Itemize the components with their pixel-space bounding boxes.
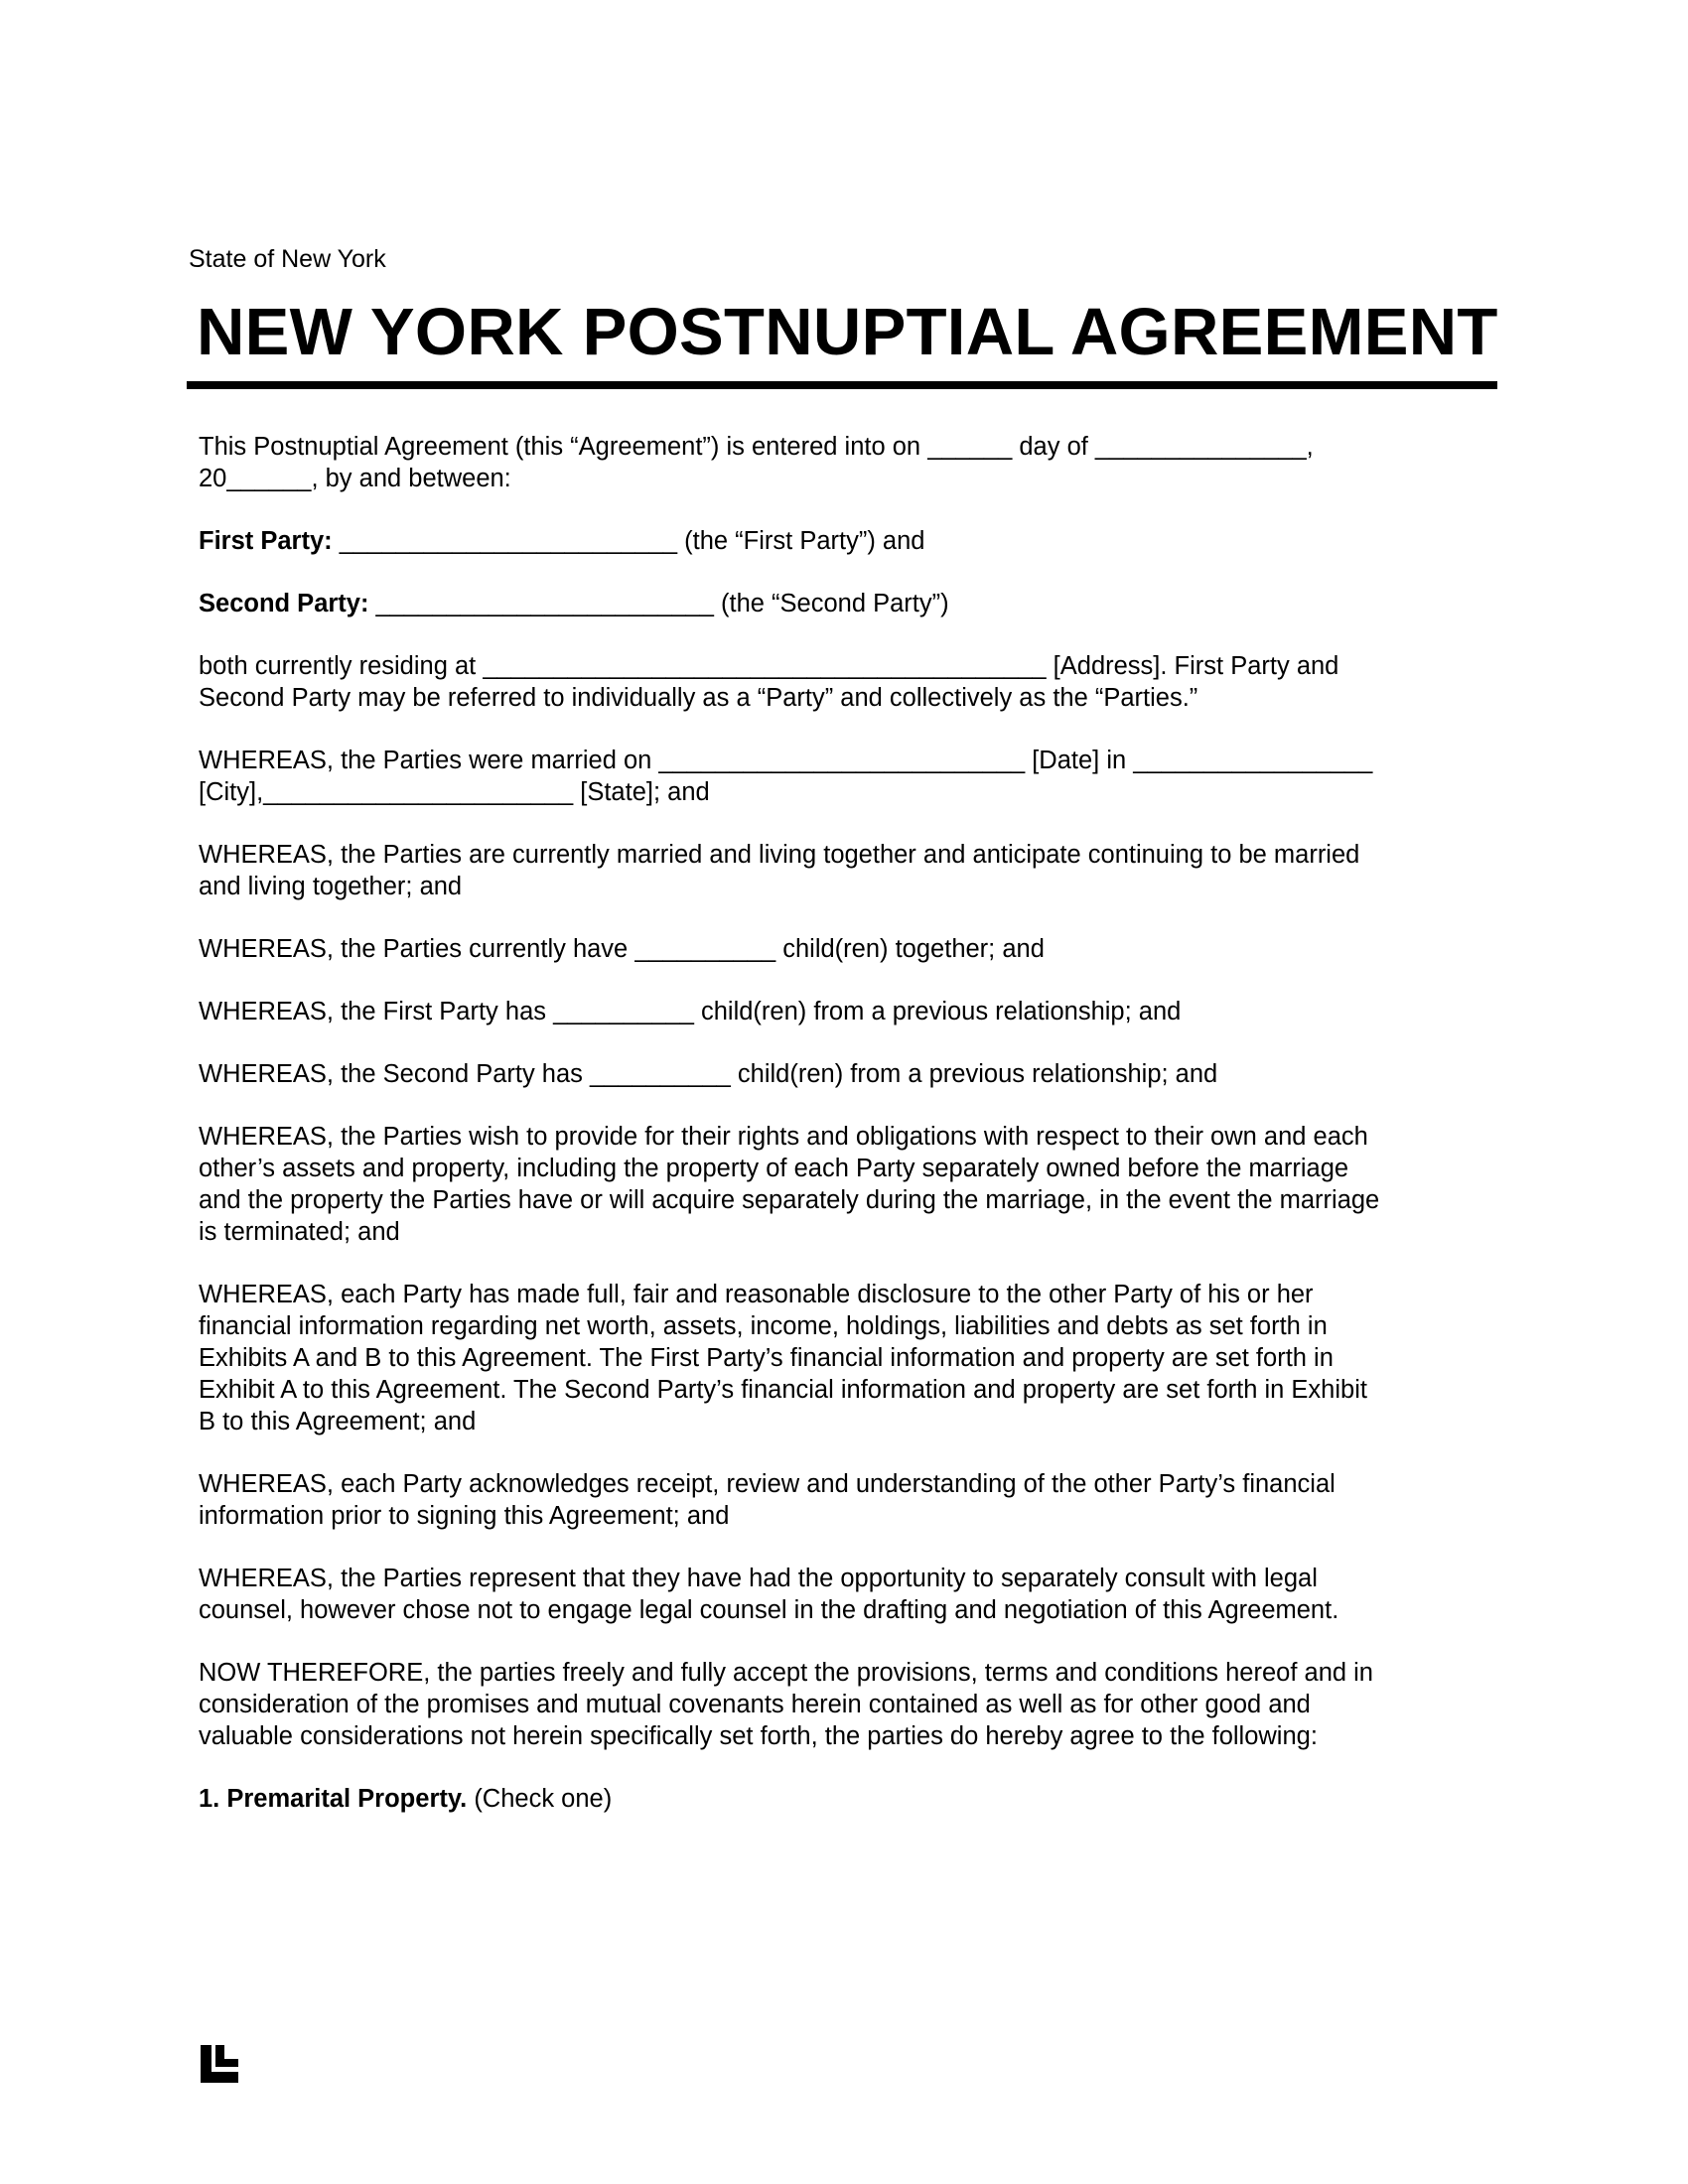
recital-legal-counsel	[199, 1563, 1499, 1626]
intro-paragraph	[199, 431, 1499, 494]
recital-line: counsel, however chose not to engage legal counsel in the drafting and negotiation of this Agreement.	[199, 1596, 1339, 1624]
recital-first-party-children: WHEREAS, the First Party has __________ child(ren) from a previous relationship; and	[199, 998, 1182, 1025]
recital-line: WHEREAS, the Parties represent that they have had the opportunity to separately consult with legal	[199, 1565, 1318, 1592]
intro-line: This Postnuptial Agreement (this “Agreement”) is entered into on ______ day of _______________,	[199, 433, 1314, 461]
recital-line: and the property the Parties have or will acquire separately during the marriage, in the event the marriage	[199, 1186, 1380, 1214]
now-therefore-line: consideration of the promises and mutual covenants herein contained as well as for other good and	[199, 1691, 1311, 1718]
recital-rights-obligations	[199, 1121, 1499, 1248]
first-party-line	[199, 525, 1499, 557]
section-premarital-property	[199, 1783, 1499, 1815]
second-party-label: Second Party:	[199, 590, 369, 617]
recital-second-party-children: WHEREAS, the Second Party has __________ child(ren) from a previous relationship; and	[199, 1060, 1218, 1088]
first-party-blank: ________________________ (the “First Party”) and	[332, 527, 925, 555]
recital-line: and living together; and	[199, 873, 463, 900]
document-title: NEW YORK POSTNUPTIAL AGREEMENT	[197, 295, 1498, 369]
recital-children-together: WHEREAS, the Parties currently have __________ child(ren) together; and	[199, 935, 1045, 963]
intro-line: 20______, by and between:	[199, 465, 511, 492]
now-therefore-paragraph	[199, 1657, 1499, 1752]
recital-line: financial information regarding net worth, assets, income, holdings, liabilities and debts as set forth in	[199, 1312, 1328, 1340]
title-underline	[187, 381, 1497, 389]
recital-married	[199, 745, 1499, 808]
recital-receipt	[199, 1468, 1499, 1532]
second-party-blank: ________________________ (the “Second Party”)	[368, 590, 949, 617]
now-therefore-line: NOW THEREFORE, the parties freely and fully accept the provisions, terms and conditions hereof and in	[199, 1659, 1373, 1687]
residence-line: Second Party may be referred to individually as a “Party” and collectively as the “Parties.”	[199, 684, 1198, 712]
recital-line: [City],______________________ [State]; and	[199, 778, 710, 806]
recital-line: B to this Agreement; and	[199, 1408, 477, 1435]
recital-disclosure	[199, 1279, 1499, 1437]
recital-living-together	[199, 839, 1499, 902]
recital-line: WHEREAS, each Party acknowledges receipt, review and understanding of the other Party’s financial	[199, 1470, 1336, 1498]
agreement-body	[199, 431, 1499, 1845]
recital-line: Exhibit A to this Agreement. The Second Party’s financial information and property are set forth in Exhibit	[199, 1376, 1367, 1404]
now-therefore-line: valuable considerations not herein specifically set forth, the parties do hereby agree to the following:	[199, 1722, 1318, 1750]
recital-line: is terminated; and	[199, 1218, 400, 1246]
residence-line: both currently residing at ________________________________________ [Address]. First Party and	[199, 652, 1339, 680]
recital-line: WHEREAS, the Parties wish to provide for their rights and obligations with respect to their own and each	[199, 1123, 1368, 1151]
recital-line: WHEREAS, each Party has made full, fair and reasonable disclosure to the other Party of his or her	[199, 1281, 1314, 1308]
recital-line: other’s assets and property, including the property of each Party separately owned before the marriage	[199, 1155, 1349, 1182]
state-label: State of New York	[189, 245, 386, 273]
residence-paragraph	[199, 650, 1499, 714]
recital-line: WHEREAS, the Parties are currently married and living together and anticipate continuing to be married	[199, 841, 1360, 869]
first-party-label: First Party:	[199, 527, 333, 555]
section-heading: 1. Premarital Property.	[199, 1785, 468, 1813]
recital-line: Exhibits A and B to this Agreement. The First Party’s financial information and property are set forth in	[199, 1344, 1334, 1372]
recital-line: WHEREAS, the Parties were married on __________________________ [Date] in _________________	[199, 747, 1373, 774]
recital-line: information prior to signing this Agreement; and	[199, 1502, 730, 1530]
second-party-line	[199, 588, 1499, 619]
document-logo-icon	[201, 2045, 238, 2083]
section-note: (Check one)	[467, 1785, 613, 1813]
